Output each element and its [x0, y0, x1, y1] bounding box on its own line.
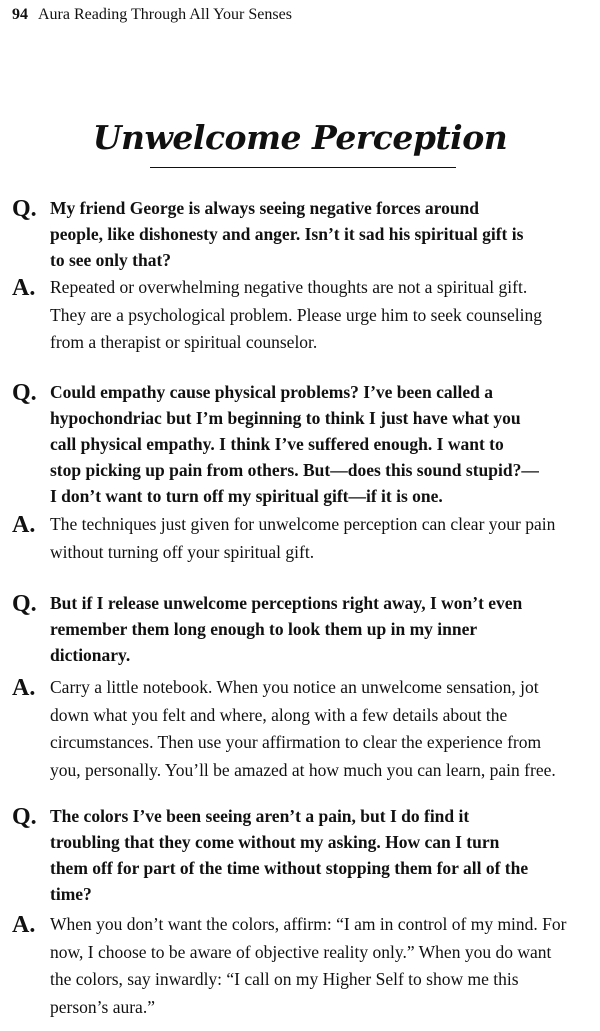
- question-text: [50, 195, 596, 273]
- question-line: stop picking up pain from others. But—does this sound stupid?—: [50, 460, 539, 480]
- answer-line: down what you felt and where, along with a few details about the: [50, 704, 508, 725]
- question-line: people, like dishonesty and anger. Isn’t it sad his spiritual gift is: [50, 224, 524, 244]
- question-line: to see only that?: [50, 250, 172, 270]
- question-line: time?: [50, 884, 92, 904]
- question-text: [50, 590, 596, 668]
- question-mark-label: Q.: [12, 380, 37, 406]
- running-title: Aura Reading Through All Your Senses: [38, 6, 292, 23]
- question-line: I don’t want to turn off my spiritual gift—if it is one.: [50, 486, 443, 506]
- answer-mark-label: A.: [12, 912, 36, 938]
- answer-text: [50, 674, 596, 784]
- answer-line: The techniques just given for unwelcome perception can clear your pain: [50, 514, 556, 534]
- answer-line: the colors, say inwardly: “I call on my Higher Self to show me this: [50, 969, 519, 989]
- answer-line: When you don’t want the colors, affirm: “I am in control of my mind. For: [50, 914, 567, 934]
- question-text: [50, 803, 596, 907]
- question-line: hypochondriac but I’m beginning to think I just have what you: [50, 408, 521, 428]
- question-line: troubling that they come without my asking. How can I turn: [50, 832, 500, 852]
- answer-line: circumstances. Then use your affirmation to clear the experience from: [50, 732, 542, 752]
- question-text: [50, 379, 596, 509]
- question-line: My friend George is always seeing negative forces around: [50, 198, 480, 218]
- question-line: The colors I’ve been seeing aren’t a pain, but I do find it: [50, 806, 470, 826]
- answer-text: [50, 274, 596, 357]
- answer-line: Carry a little notebook. When you notice an unwelcome sensation, jot: [50, 677, 539, 697]
- answer-line: Repeated or overwhelming negative thoughts are not a spiritual gift.: [50, 277, 528, 297]
- question-line: call physical empathy. I think I’ve suffered enough. I want to: [50, 434, 504, 454]
- answer-line: without turning off your spiritual gift.: [50, 541, 315, 562]
- answer-mark-label: A.: [12, 275, 36, 301]
- running-head: [12, 6, 292, 24]
- answer-line: person’s aura.”: [50, 996, 155, 1017]
- title-underline: [150, 167, 456, 168]
- section-title: Unwelcome Perception: [92, 118, 508, 157]
- question-line: dictionary.: [50, 645, 131, 665]
- answer-line: from a therapist or spiritual counselor.: [50, 332, 318, 352]
- question-line: But if I release unwelcome perceptions right away, I won’t even: [50, 593, 523, 613]
- page-number: 94: [12, 6, 28, 23]
- answer-text: [50, 511, 596, 566]
- question-mark-label: Q.: [12, 196, 37, 222]
- question-mark-label: Q.: [12, 804, 37, 830]
- question-line: remember them long enough to look them up in my inner: [50, 619, 478, 639]
- answer-line: They are a psychological problem. Please urge him to seek counseling: [50, 304, 542, 325]
- answer-line: you, personally. You’ll be amazed at how much you can learn, pain free.: [50, 759, 556, 780]
- answer-line: now, I choose to be aware of objective reality only.” When you do want: [50, 941, 552, 962]
- answer-mark-label: A.: [12, 512, 36, 538]
- question-mark-label: Q.: [12, 591, 37, 617]
- answer-text: [50, 911, 596, 1021]
- question-line: Could empathy cause physical problems? I’ve been called a: [50, 382, 494, 402]
- question-line: them off for part of the time without stopping them for all of the: [50, 858, 529, 878]
- answer-mark-label: A.: [12, 675, 36, 701]
